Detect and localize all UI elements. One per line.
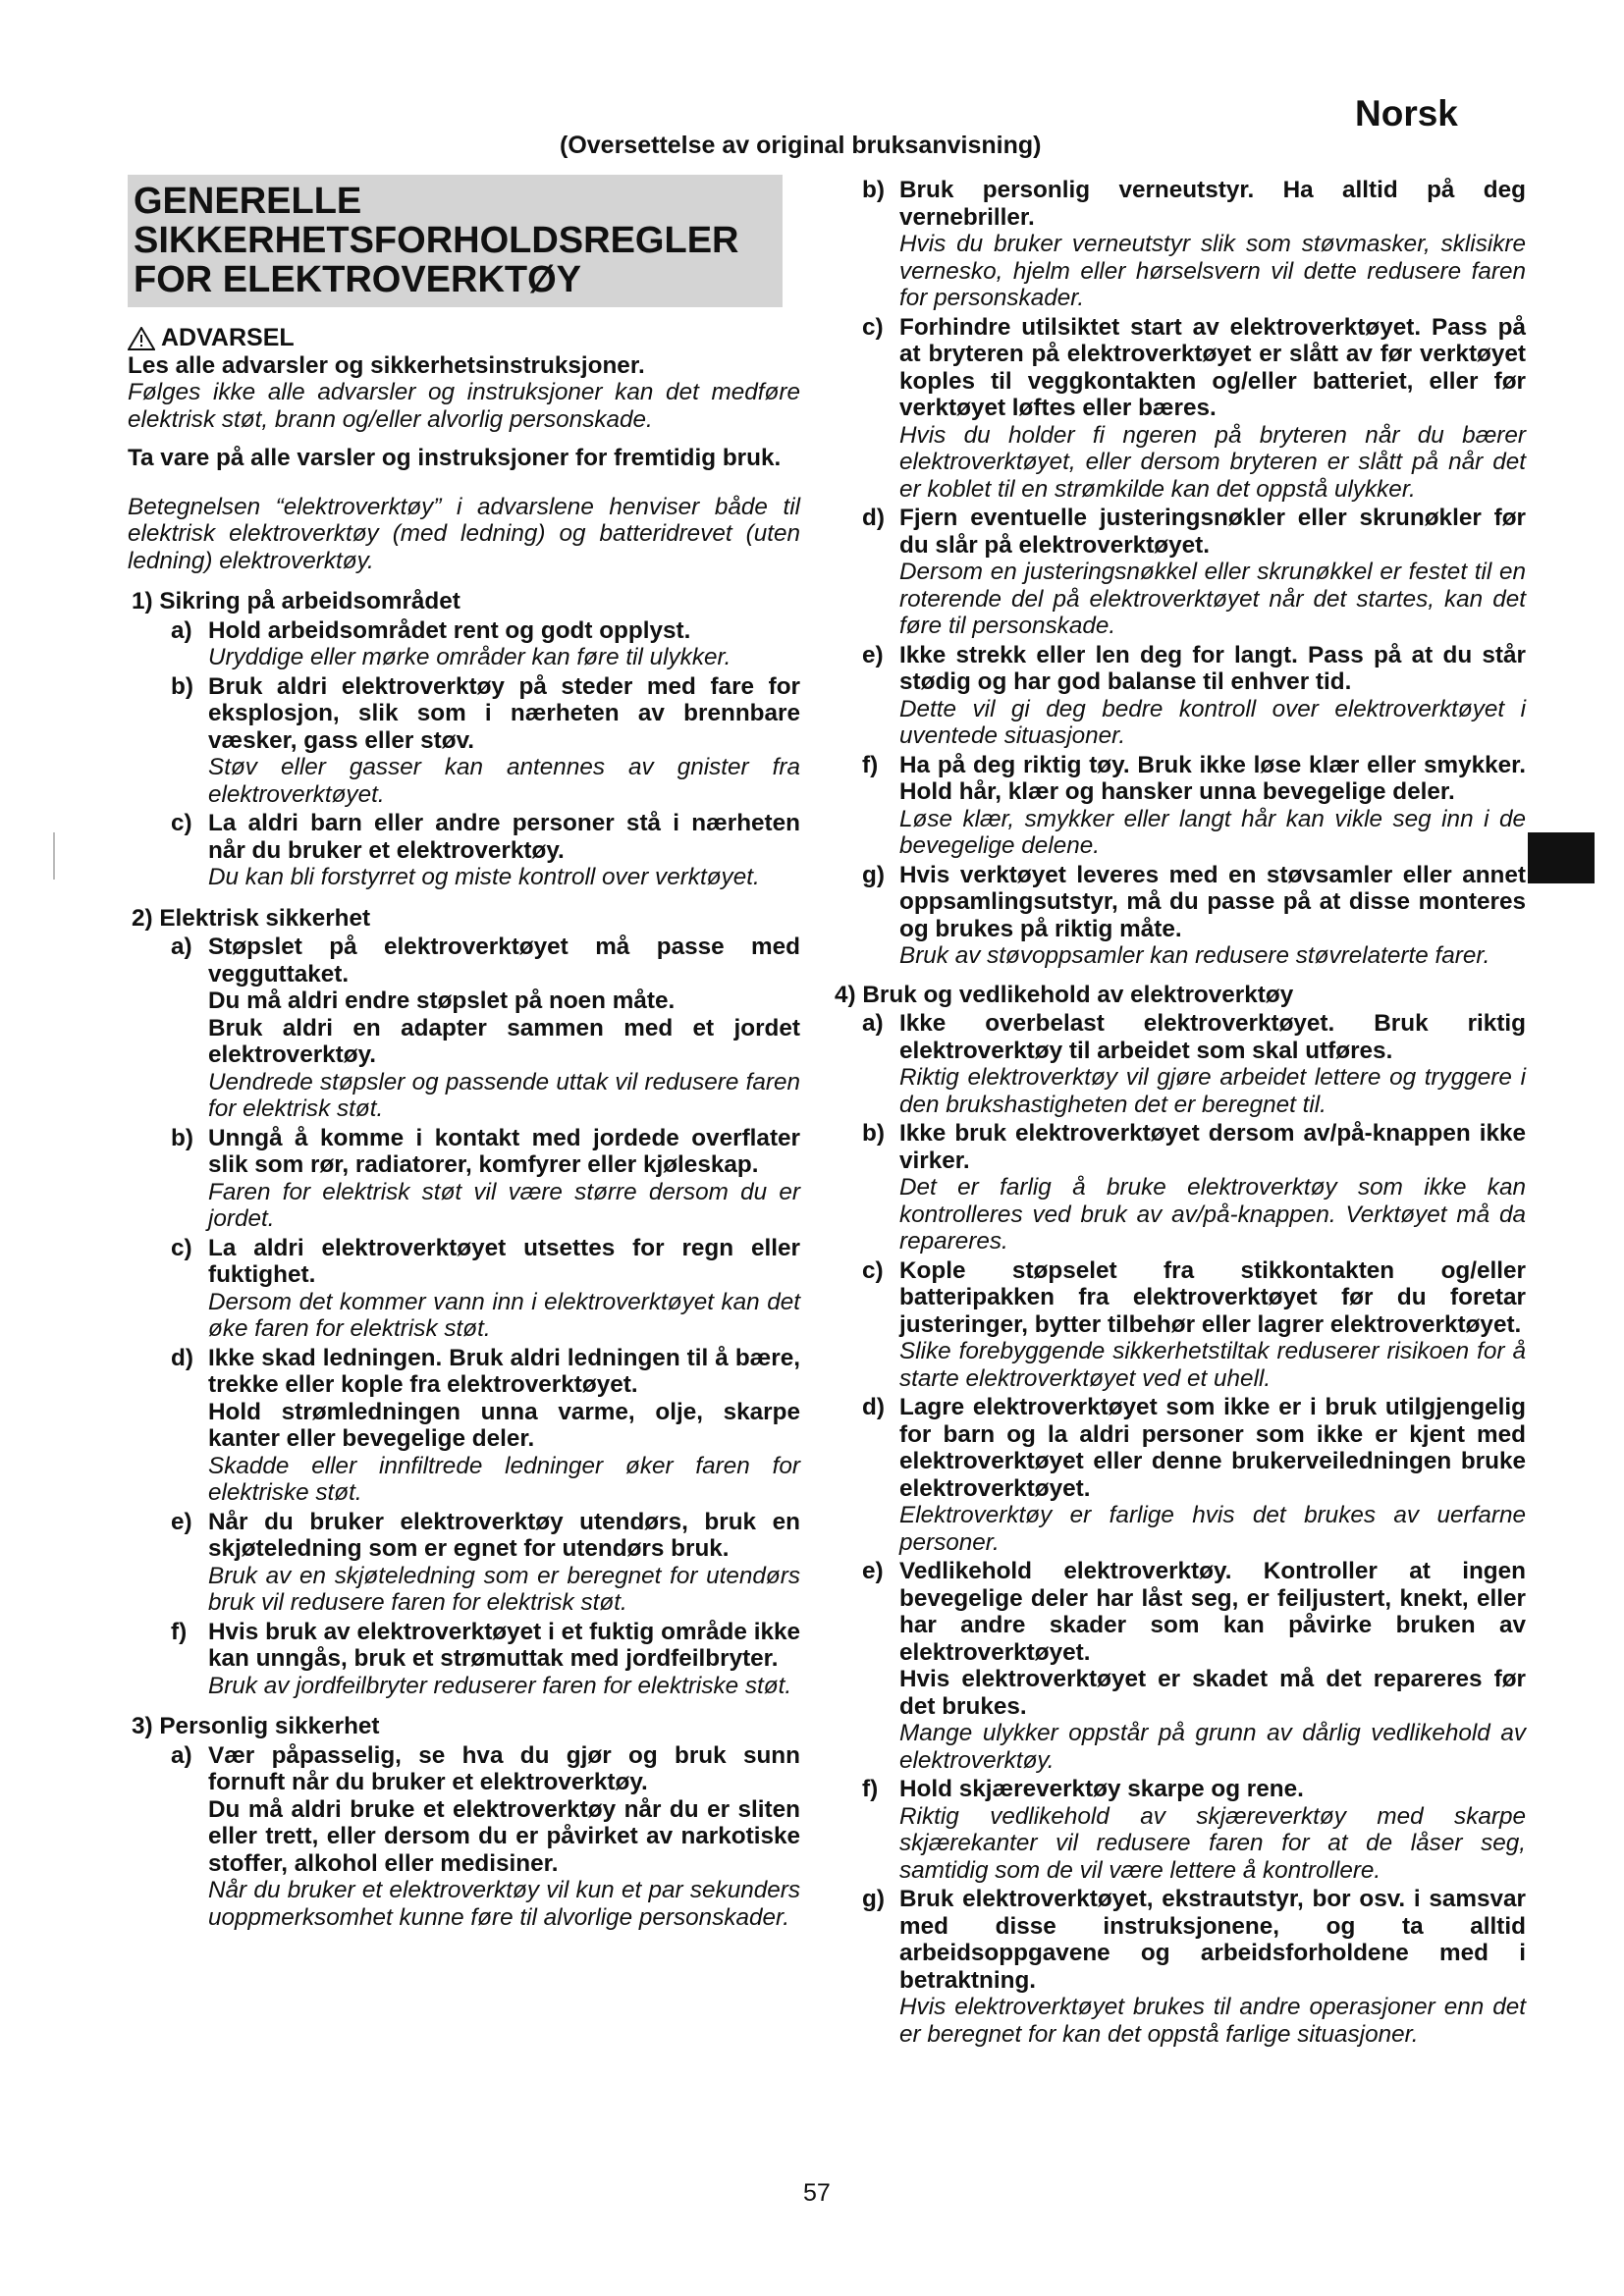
section-3-title: 3) Personlig sikkerhet	[132, 1713, 380, 1739]
list-item: c) Kople støpselet fra stikkontakten og/eller batteripakken fra elektroverktøyet før du foretar justeringer, bytter tilbehør eller lagrer elektroverktøyet.	[862, 1256, 1526, 1338]
language-label: Norsk	[1355, 93, 1458, 133]
item-note: Uendrede støpsler og passende uttak vil redusere faren for elektrisk støt.	[208, 1068, 800, 1122]
item-bold-continuation: Du må aldri bruke et elektroverktøy når du er sliten eller trett, eller dersom du er påvirket av narkotiske stoffer, alkohol eller medisiner.	[208, 1795, 800, 1877]
page-number: 57	[803, 2179, 831, 2207]
item-note: Mange ulykker oppstår på grunn av dårlig vedlikehold av elektroverktøy.	[899, 1720, 1526, 1774]
list-item: f) Hold skjæreverktøy skarpe og rene.	[862, 1776, 1304, 1802]
list-item: b) Unngå å komme i kontakt med jordede overflater slik som rør, radiatorer, komfyrer eller kjøleskap.	[171, 1124, 800, 1178]
list-item: a) Ikke overbelast elektroverktøyet. Bruk riktig elektroverktøy til arbeidet som skal utføres.	[862, 1010, 1526, 1064]
item-note: Når du bruker et elektroverktøy vil kun et par sekunders uoppmerksomhet kunne føre til alvorlige personskader.	[208, 1877, 800, 1931]
list-item: e) Ikke strekk eller len deg for langt. Pass på at du står stødig og har god balanse til enhver tid.	[862, 641, 1526, 695]
list-item: d) Lagre elektroverktøyet som ikke er i bruk utilgjengelig for barn og la aldri personer som ikke er kjent med elektroverktøyet eller denne brukerveiledningen bruke elektroverktøyet.	[862, 1394, 1526, 1502]
list-item: f) Hvis bruk av elektroverktøyet i et fuktig område ikke kan unngås, bruk et strømuttak med jordfeilbryter.	[171, 1618, 800, 1672]
section-heading	[128, 175, 783, 307]
warning-label	[128, 325, 800, 352]
warning-italic: Følges ikke alle advarsler og instruksjoner kan det medføre elektrisk støt, brann og/eller alvorlig personskade.	[128, 379, 800, 433]
item-note: Du kan bli forstyrret og miste kontroll over verktøyet.	[208, 864, 760, 890]
item-note: Bruk av jordfeilbryter reduserer faren for elektriske støt.	[208, 1672, 792, 1699]
item-note: Støv eller gasser kan antennes av gnister fra elektroverktøyet.	[208, 754, 800, 808]
item-note: Uryddige eller mørke områder kan føre til ulykker.	[208, 644, 731, 670]
list-item: g) Bruk elektroverktøyet, ekstrautstyr, bor osv. i samsvar med disse instruksjonene, og ta alltid arbeidsoppgavene og arbeidsforholdene med i betraktning.	[862, 1886, 1526, 1994]
list-item: c) La aldri elektroverktøyet utsettes for regn eller fuktighet.	[171, 1234, 800, 1288]
section-1-title: 1) Sikring på arbeidsområdet	[132, 588, 460, 614]
item-bold-continuation: Hvis elektroverktøyet er skadet må det repareres før det brukes.	[899, 1666, 1526, 1720]
list-item: c) La aldri barn eller andre personer stå i nærheten når du bruker et elektroverktøy.	[171, 810, 800, 864]
list-item: e) Vedlikehold elektroverktøy. Kontroller at ingen bevegelige deler har låst seg, er feiljustert, knekt, eller har andre skader som kan påvirke bruken av elektroverktøyet.	[862, 1558, 1526, 1666]
keep-instructions: Ta vare på alle varsler og instruksjoner for fremtidig bruk.	[128, 445, 782, 471]
list-item: c) Forhindre utilsiktet start av elektroverktøyet. Pass på at bryteren på elektroverktøyet er slått av før verktøyet koples til veggkontakten og/eller batteriet, eller før verktøyet løftes eller bæres.	[862, 313, 1526, 421]
definition-text: Betegnelsen “elektroverktøy” i advarslene henviser både til elektrisk elektroverktøy (med ledning) og batteridrevet (uten ledning) elektroverktøy.	[128, 493, 800, 574]
item-note: Riktig elektroverktøy vil gjøre arbeidet lettere og tryggere i den brukshastigheten det er beregnet til.	[899, 1064, 1526, 1118]
left-column	[128, 175, 800, 1931]
item-note: Det er farlig å bruke elektroverktøy som ikke kan kontrolleres ved bruk av av/på-knappen. Verktøyet må da repareres.	[899, 1174, 1526, 1255]
item-note: Skadde eller innfiltrede ledninger øker faren for elektriske støt.	[208, 1452, 800, 1506]
item-bold-continuation: Bruk aldri en adapter sammen med et jordet elektroverktøy.	[208, 1014, 800, 1068]
heading-line: GENERELLE	[134, 181, 362, 222]
item-note: Slike forebyggende sikkerhetstiltak reduserer risikoen for å starte elektroverktøyet ved et uhell.	[899, 1338, 1526, 1392]
section-4-title: 4) Bruk og vedlikehold av elektroverktøy	[835, 981, 1294, 1008]
item-note: Dette vil gi deg bedre kontroll over elektroverktøyet i uventede situasjoner.	[899, 695, 1526, 749]
section-2-title: 2) Elektrisk sikkerhet	[132, 904, 371, 932]
item-note: Faren for elektrisk støt vil være større dersom du er jordet.	[208, 1178, 800, 1232]
warning-triangle-icon	[128, 327, 155, 350]
warning-text: ADVARSEL	[161, 324, 295, 351]
list-item: b) Bruk personlig verneutstyr. Ha alltid på deg vernebriller.	[862, 177, 1526, 231]
item-note: Bruk av støvoppsamler kan redusere støvrelaterte farer.	[899, 942, 1490, 969]
heading-line: FOR ELEKTROVERKTØY	[134, 259, 582, 300]
item-bold-continuation: Du må aldri endre støpslet på noen måte.	[208, 988, 676, 1014]
language-tab-marker	[1528, 832, 1595, 883]
item-note: Dersom det kommer vann inn i elektroverktøyet kan det øke faren for elektrisk støt.	[208, 1288, 800, 1342]
item-note: Dersom en justeringsnøkkel eller skrunøkkel er festet til en roterende del på elektroverktøyet når det startes, kan det føre til personskade.	[899, 559, 1526, 639]
margin-mark	[53, 832, 55, 880]
right-column	[835, 175, 1526, 2048]
list-item: f) Ha på deg riktig tøy. Bruk ikke løse klær eller smykker. Hold hår, klær og hansker unna bevegelige deler.	[862, 751, 1526, 805]
document-subtitle: (Oversettelse av original bruksanvisning)	[560, 132, 1042, 159]
list-item: a) Vær påpasselig, se hva du gjør og bruk sunn fornuft når du bruker et elektroverktøy.	[171, 1741, 800, 1795]
item-note: Bruk av en skjøteledning som er beregnet for utendørs bruk vil redusere faren for elektrisk støt.	[208, 1562, 800, 1616]
item-note: Hvis du holder fi ngeren på bryteren når du bærer elektroverktøyet, eller dersom bryteren er slått på når det er koblet til en strømkilde kan det oppstå ulykker.	[899, 421, 1526, 503]
list-item: d) Fjern eventuelle justeringsnøkler eller skrunøkler før du slår på elektroverktøyet.	[862, 505, 1526, 559]
item-note: Løse klær, smykker eller langt hår kan vikle seg inn i de bevegelige delene.	[899, 805, 1526, 859]
item-note: Riktig vedlikehold av skjæreverktøy med skarpe skjærekanter vil redusere faren for at de låser seg, samtidig som de vil være lettere å kontrollere.	[899, 1802, 1526, 1884]
list-item: a) Hold arbeidsområdet rent og godt opplyst.	[171, 616, 691, 644]
list-item: b) Bruk aldri elektroverktøy på steder med fare for eksplosjon, slik som i nærheten av brennbare væsker, gass eller støv.	[171, 672, 800, 754]
list-item: d) Ikke skad ledningen. Bruk aldri ledningen til å bære, trekke eller kople fra elektroverktøyet.	[171, 1344, 800, 1398]
item-note: Hvis du bruker verneutstyr slik som støvmasker, sklisikre vernesko, hjelm eller hørselsvern vil dette redusere faren for personskader.	[899, 231, 1526, 311]
list-item: e) Når du bruker elektroverktøy utendørs, bruk en skjøteledning som er egnet for utendørs bruk.	[171, 1508, 800, 1562]
warning-bold: Les alle advarsler og sikkerhetsinstruksjoner.	[128, 351, 645, 379]
list-item: g) Hvis verktøyet leveres med en støvsamler eller annet oppsamlingsutstyr, må du passe på at disse monteres og brukes på riktig måte.	[862, 861, 1526, 942]
item-note: Hvis elektroverktøyet brukes til andre operasjoner enn det er beregnet for kan det oppstå farlige situasjoner.	[899, 1994, 1526, 2048]
item-note: Elektroverktøy er farlige hvis det brukes av uerfarne personer.	[899, 1502, 1526, 1556]
item-bold-continuation: Hold strømledningen unna varme, olje, skarpe kanter eller bevegelige deler.	[208, 1398, 800, 1452]
heading-line: SIKKERHETSFORHOLDSREGLER	[134, 220, 739, 261]
list-item: a) Støpslet på elektroverktøyet må passe med vegguttaket.	[171, 934, 800, 988]
list-item: b) Ikke bruk elektroverktøyet dersom av/på-knappen ikke virker.	[862, 1120, 1526, 1174]
